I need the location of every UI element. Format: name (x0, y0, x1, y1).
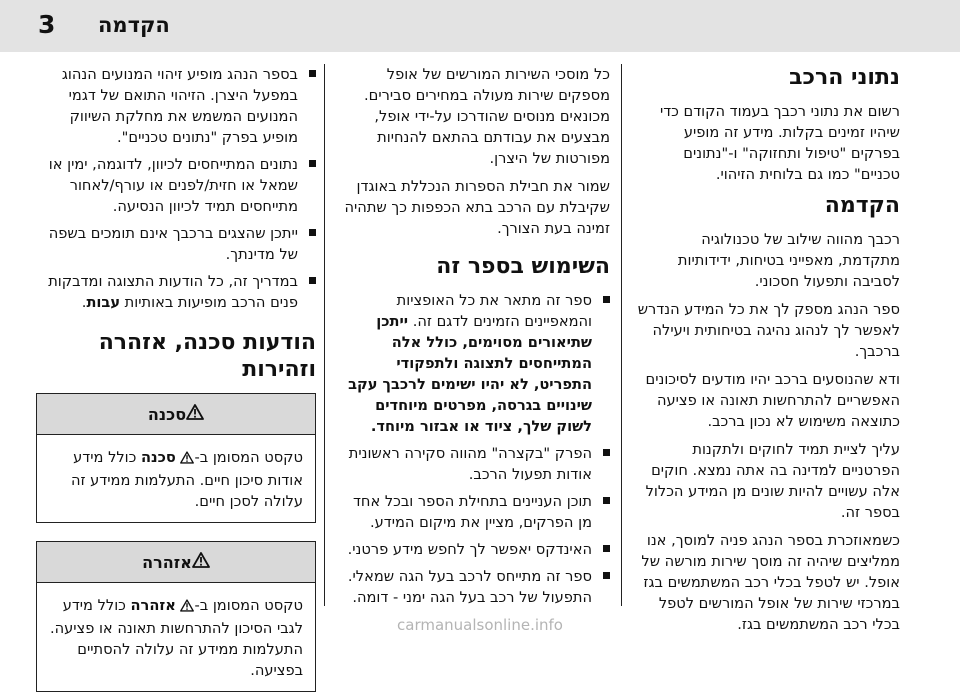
warning-triangle-icon (192, 552, 210, 573)
list-item: בספר הנהג מופיע זיהוי המנועים הנהוג במפעל היצרן. הזיהוי התואם של דגמי המנועים המשמש את מחלקת השיווק מופיע בפרק "נתונים טכניים". (36, 64, 316, 148)
paragraph: ספר הנהג מספק לך את כל המידע הנדרש לאפשר לך לנהוג נהיגה בטיחותית ויעילה ברכבך. (637, 301, 900, 360)
bullet-list (36, 64, 316, 313)
list-item: במדריך זה, כל הודעות התצוגה ומדבקות פנים הרכב מופיעות באותיות עבות. (36, 271, 316, 313)
column-right (636, 64, 900, 642)
paragraph: רכבך מהווה שילוב של טכנולוגיה מתקדמת, מאפייני בטיחות, ידידותיות לסביבה ותפעול חסכוני. (677, 231, 900, 290)
column-left (36, 64, 316, 692)
danger-box-header (37, 394, 315, 435)
chapter-title: הקדמה (98, 13, 170, 37)
warning-box-header (37, 542, 315, 583)
list-item: ספר זה מתייחס לרכב בעל הגה שמאלי. התפעול של רכב בעל הגה ימני - דומה. (340, 566, 610, 608)
bullet-square-icon (603, 497, 610, 504)
paragraph: שמור את חבילת הספרות הנכללת באוגדן שקיבלת עם הרכב בתא הכפפות כך שתהיה זמינה בעת הצורך. (344, 178, 610, 237)
list-item: נתונים המתייחסים לכיוון, לדוגמה, ימין או שמאל או חזית/לפנים או עורף/לאחור מתייחסים תמיד לכיוון הנסיעה. (36, 154, 316, 217)
danger-box-title: סכנה (147, 404, 187, 424)
warning-triangle-icon (186, 404, 204, 425)
section-title-introduction: הקדמה (824, 193, 900, 218)
bullet-square-icon (603, 572, 610, 579)
bullet-square-icon (603, 449, 610, 456)
list-item: תוכן העניינים בתחילת הספר ובכל אחד מן הפרקים, מציין את מיקום המידע. (340, 491, 610, 533)
column-divider (621, 64, 622, 606)
warning-box-title: אזהרה (142, 552, 192, 572)
paragraph: כל מוסכי השירות המורשים של אופל מספקים שירות מעולה במחירים סבירים. מכונאים מנוסים שהודרכו על-ידי אופל, מבצעים את עבודתם בהתאם להנחיות מפורטות של היצרן. (364, 66, 610, 167)
warning-triangle-icon (180, 597, 194, 618)
list-item: ספר זה מתאר את כל האופציות והמאפיינים הזמינים לדגם זה. ייתכן שתיאורים מסוימים, כולל אלה המתייחסים לתצוגה ולתפקודי התפריט, לא יהיו ישימים לרכבך עקב שינויים בגרסה, מפרטים מיוחדים לשוק שלך, ציוד או אבזור מיוחד. (340, 290, 610, 437)
danger-box (36, 393, 316, 523)
list-item: האינדקס יאפשר לך לחפש מידע פרטני. (340, 539, 610, 560)
bullet-square-icon (603, 296, 610, 303)
bullet-square-icon (603, 545, 610, 552)
list-item: הפרק "בקצרה" מהווה סקירה ראשונית אודות תפעול הרכב. (340, 443, 610, 485)
list-item: ייתכן שהצגים ברכבך אינם תומכים בשפה של מדינתך. (36, 223, 316, 265)
paragraph: כשמאוזכרת בספר הנהג פניה למוסך, אנו ממליצים שיהיה זה מוסך שירות מורשה של אופל. יש לטפל בכלי רכב המשתמשים בגז במרכזי שירות של אופל המורשים לטפל בכלי רכב המשתמשים בגז. (641, 532, 900, 633)
danger-box-body: טקסט המסומן ב- סכנה כולל מידע אודות סיכון חיים. התעלמות ממידע זה עלולה לסכן חיים. (70, 449, 303, 510)
column-divider (324, 64, 325, 606)
bullet-square-icon (309, 70, 316, 77)
paragraph: עליך לציית תמיד לחוקים ולתקנות הפרטניים למדינה בה אתה נמצא. חוקים אלה עשויים להיות שונים מן המידע הכלול בספר זה. (645, 441, 900, 521)
paragraph: ודא שהנוסעים ברכב יהיו מודעים לסיכונים האפשריים להתרחשות תאונה או פציעה כתוצאה משימוש לא נכון ברכב. (645, 371, 900, 430)
column-middle (340, 64, 610, 614)
watermark: carmanualsonline.info (397, 616, 563, 634)
page-header (0, 0, 960, 52)
page-number: 3 (38, 10, 56, 39)
section-title-using-manual: השימוש בספר זה (436, 254, 610, 279)
bullet-square-icon (309, 160, 316, 167)
bullet-square-icon (309, 277, 316, 284)
warning-box-body: טקסט המסומן ב- אזהרה כולל מידע לגבי הסיכון להתרחשות תאונה או פציעה. התעלמות ממידע זה עלולה להסתיים בפציעה. (49, 597, 303, 679)
section-title-warnings: הודעות סכנה, אזהרה וזהירות (98, 330, 316, 382)
bullet-square-icon (309, 229, 316, 236)
paragraph: רשום את נתוני רכבך בעמוד הקודם כדי שיהיו זמינים בקלות. מידע זה מופיע בפרקים "טיפול ותחזוקה" ו-"נתונים טכניים" כמו גם בלוחית הזיהוי. (659, 103, 900, 183)
warning-triangle-icon (180, 449, 194, 470)
section-title-vehicle-data: נתוני הרכב (789, 65, 900, 90)
bullet-list (340, 290, 610, 608)
